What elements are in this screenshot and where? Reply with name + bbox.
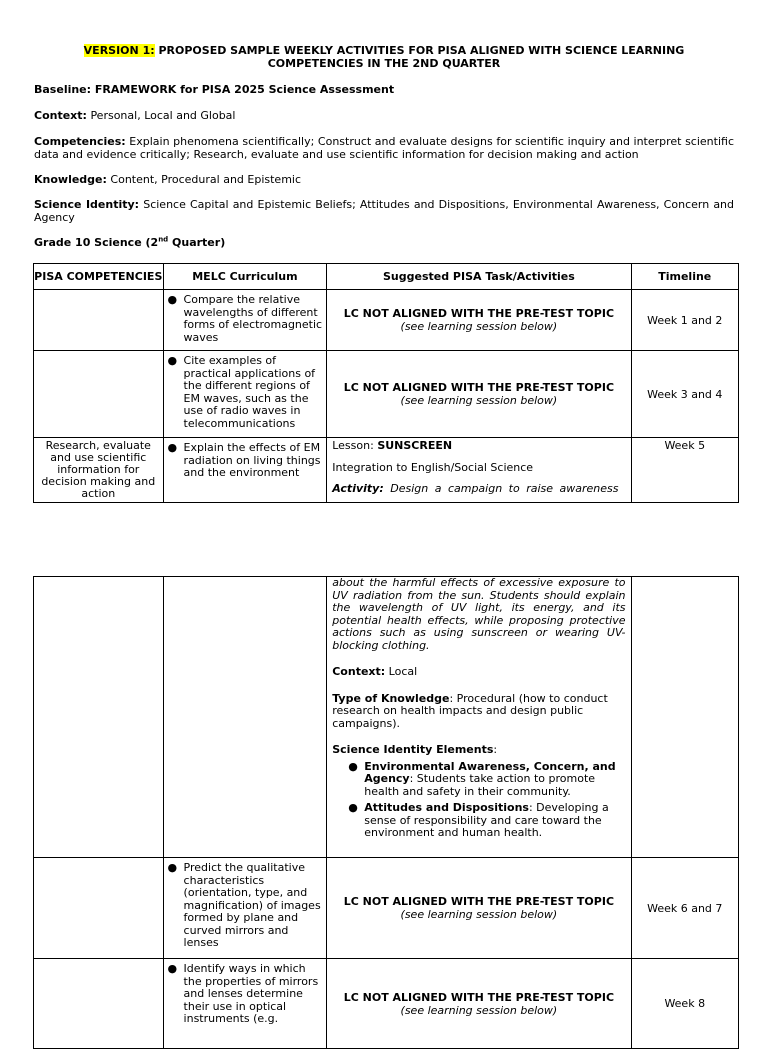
task-subtitle: (see learning session below) (400, 1003, 558, 1017)
activities-table-continued (33, 576, 739, 1049)
bullet-icon: ● (167, 293, 178, 306)
table-row (34, 577, 739, 858)
table-row (34, 959, 739, 1049)
task-subtitle: (see learning session below) (400, 908, 558, 921)
melc-text: Cite examples of practical applications of the different regions of EM waves, such as the use of radio waves in telecommunications (183, 354, 316, 430)
task-title: LC NOT ALIGNED WITH THE PRE-TEST TOPIC (343, 990, 615, 1004)
melc-cell (163, 351, 327, 438)
bullet-icon: ● (348, 759, 358, 773)
competencies-line (34, 135, 734, 161)
bullet-icon: ● (167, 861, 178, 874)
task-cell (327, 438, 631, 503)
knowledge-label: Knowledge: (34, 173, 107, 186)
knowledge-type (327, 681, 630, 733)
pisa-text: Research, evaluate and use scientific information for decision making and action (41, 439, 156, 500)
sie-item-text: : Developing a sense of responsibility and care toward the environment and human health. (364, 801, 609, 839)
pisa-cell (34, 577, 164, 858)
pisa-cell (34, 351, 164, 438)
table-header-row (34, 264, 739, 290)
timeline-cell: Week 6 and 7 (631, 858, 738, 959)
knowledge-line (34, 173, 734, 186)
melc-cell (163, 959, 327, 1049)
activity-continued: about the harmful effects of excessive exposure to UV radiation from the sun. Students should explain the wavelength of UV light, its energy, and its potential health effects, while proposing protective actions such as using sunscreen or wearing UV-blocking clothing. (332, 576, 626, 652)
context-label: Context: (34, 109, 87, 122)
lesson-value: SUNSCREEN (377, 439, 453, 452)
identity-elements: Science Identity Elements: ● Environmental Awareness, Concern, and Agency: Students take action to promote health and safety in their community. ● Attitudes and Dispositions: Developing a sense of responsibility and care toward the environment and human health. (327, 732, 630, 846)
list-item (348, 802, 625, 840)
identity-elements-list (332, 761, 625, 840)
version-label: VERSION 1: (83, 44, 155, 57)
melc-cell (163, 577, 327, 858)
timeline-cell (631, 577, 738, 858)
baseline-text: Baseline: FRAMEWORK for PISA 2025 Science Assessment (34, 83, 395, 96)
activity-line (327, 476, 630, 498)
bullet-icon: ● (167, 441, 178, 454)
document-title (34, 44, 734, 70)
task-subtitle: (see learning session below) (400, 320, 558, 333)
list-item (348, 761, 625, 799)
melc-text: Predict the qualitative characteristics (orientation, type, and magnification) of images formed by plane and curved mirrors and lenses (183, 861, 321, 949)
grade-heading: Grade 10 Science (2nd Quarter) (34, 235, 226, 249)
timeline-cell (631, 438, 738, 503)
melc-cell (163, 438, 327, 503)
identity-line (34, 198, 734, 224)
activities-table (33, 263, 739, 503)
task-title: LC NOT ALIGNED WITH THE PRE-TEST TOPIC (343, 307, 615, 320)
task-cell (327, 351, 631, 438)
melc-cell (163, 290, 327, 351)
sie-item-label: Environmental Awareness, Concern, and Agency (364, 759, 616, 785)
melc-text: Explain the effects of EM radiation on living things and the environment (183, 441, 321, 479)
header-timeline: Timeline (631, 264, 738, 290)
task-title: LC NOT ALIGNED WITH THE PRE-TEST TOPIC (343, 895, 615, 908)
pisa-cell (34, 290, 164, 351)
continuation-context-label: Context: (332, 665, 386, 678)
timeline-cell: Week 3 and 4 (631, 351, 738, 438)
table-row (34, 438, 739, 503)
activity-label: Activity: (332, 482, 384, 495)
task-title: LC NOT ALIGNED WITH THE PRE-TEST TOPIC (343, 381, 615, 394)
task-cell (327, 577, 631, 858)
table-row (34, 351, 739, 438)
competencies-label: Competencies: (34, 135, 126, 148)
pisa-cell (34, 438, 164, 503)
table-row (34, 858, 739, 959)
knowledge-type-value: : Procedural (how to conduct research on health impacts and design public campaigns). (332, 691, 608, 730)
bullet-icon: ● (167, 962, 178, 975)
task-cell (327, 290, 631, 351)
table-row (34, 290, 739, 351)
sie-item-label: Attitudes and Dispositions (364, 801, 529, 814)
continuation-context (327, 654, 630, 681)
grade-line (34, 236, 734, 249)
task-cell (327, 959, 631, 1049)
pisa-cell (34, 959, 164, 1049)
identity-elements-label: Science Identity Elements (332, 743, 494, 756)
integration-line: Integration to English/Social Science (332, 460, 534, 474)
bullet-icon: ● (348, 801, 358, 814)
timeline-cell: Week 1 and 2 (631, 290, 738, 351)
competencies-value: Explain phenomena scientifically; Construct and evaluate designs for scientific inquiry and interpret scientific data and evidence critically; Research, evaluate and use scientific information for decision making and action (34, 135, 734, 161)
identity-value: Science Capital and Epistemic Beliefs; Attitudes and Dispositions, Environmental Awareness, Concern and Agency (34, 198, 735, 224)
header-pisa: PISA COMPETENCIES (34, 264, 164, 290)
melc-text: Compare the relative wavelengths of different forms of electromagnetic waves (183, 293, 323, 344)
activity-start: Design a campaign to raise awareness (390, 482, 619, 495)
identity-label: Science Identity: (34, 198, 140, 211)
title-text: PROPOSED SAMPLE WEEKLY ACTIVITIES FOR PISA ALIGNED WITH SCIENCE LEARNING COMPETENCIES IN THE 2ND QUARTER (158, 44, 685, 70)
timeline-cell: Week 8 (631, 959, 738, 1049)
header-melc: MELC Curriculum (163, 264, 327, 290)
baseline-line (34, 83, 734, 96)
continuation-context-value: Local (388, 665, 418, 678)
timeline-text: Week 5 (664, 439, 706, 452)
pisa-cell (34, 858, 164, 959)
context-line (34, 109, 734, 122)
lesson-label: Lesson: (332, 439, 374, 452)
knowledge-type-label: Type of Knowledge (332, 691, 450, 705)
context-value: Personal, Local and Global (90, 109, 236, 122)
sie-item-text: : Students take action to promote health and safety in their community. (364, 772, 596, 798)
bullet-icon: ● (167, 354, 178, 367)
knowledge-value: Content, Procedural and Epistemic (110, 173, 302, 186)
melc-text: Identify ways in which the properties of mirrors and lenses determine their use in optical instruments (e.g. (183, 962, 319, 1025)
header-task: Suggested PISA Task/Activities (327, 264, 631, 290)
task-cell (327, 858, 631, 959)
melc-cell (163, 858, 327, 959)
lesson-line (327, 438, 630, 455)
task-subtitle: (see learning session below) (400, 394, 558, 407)
